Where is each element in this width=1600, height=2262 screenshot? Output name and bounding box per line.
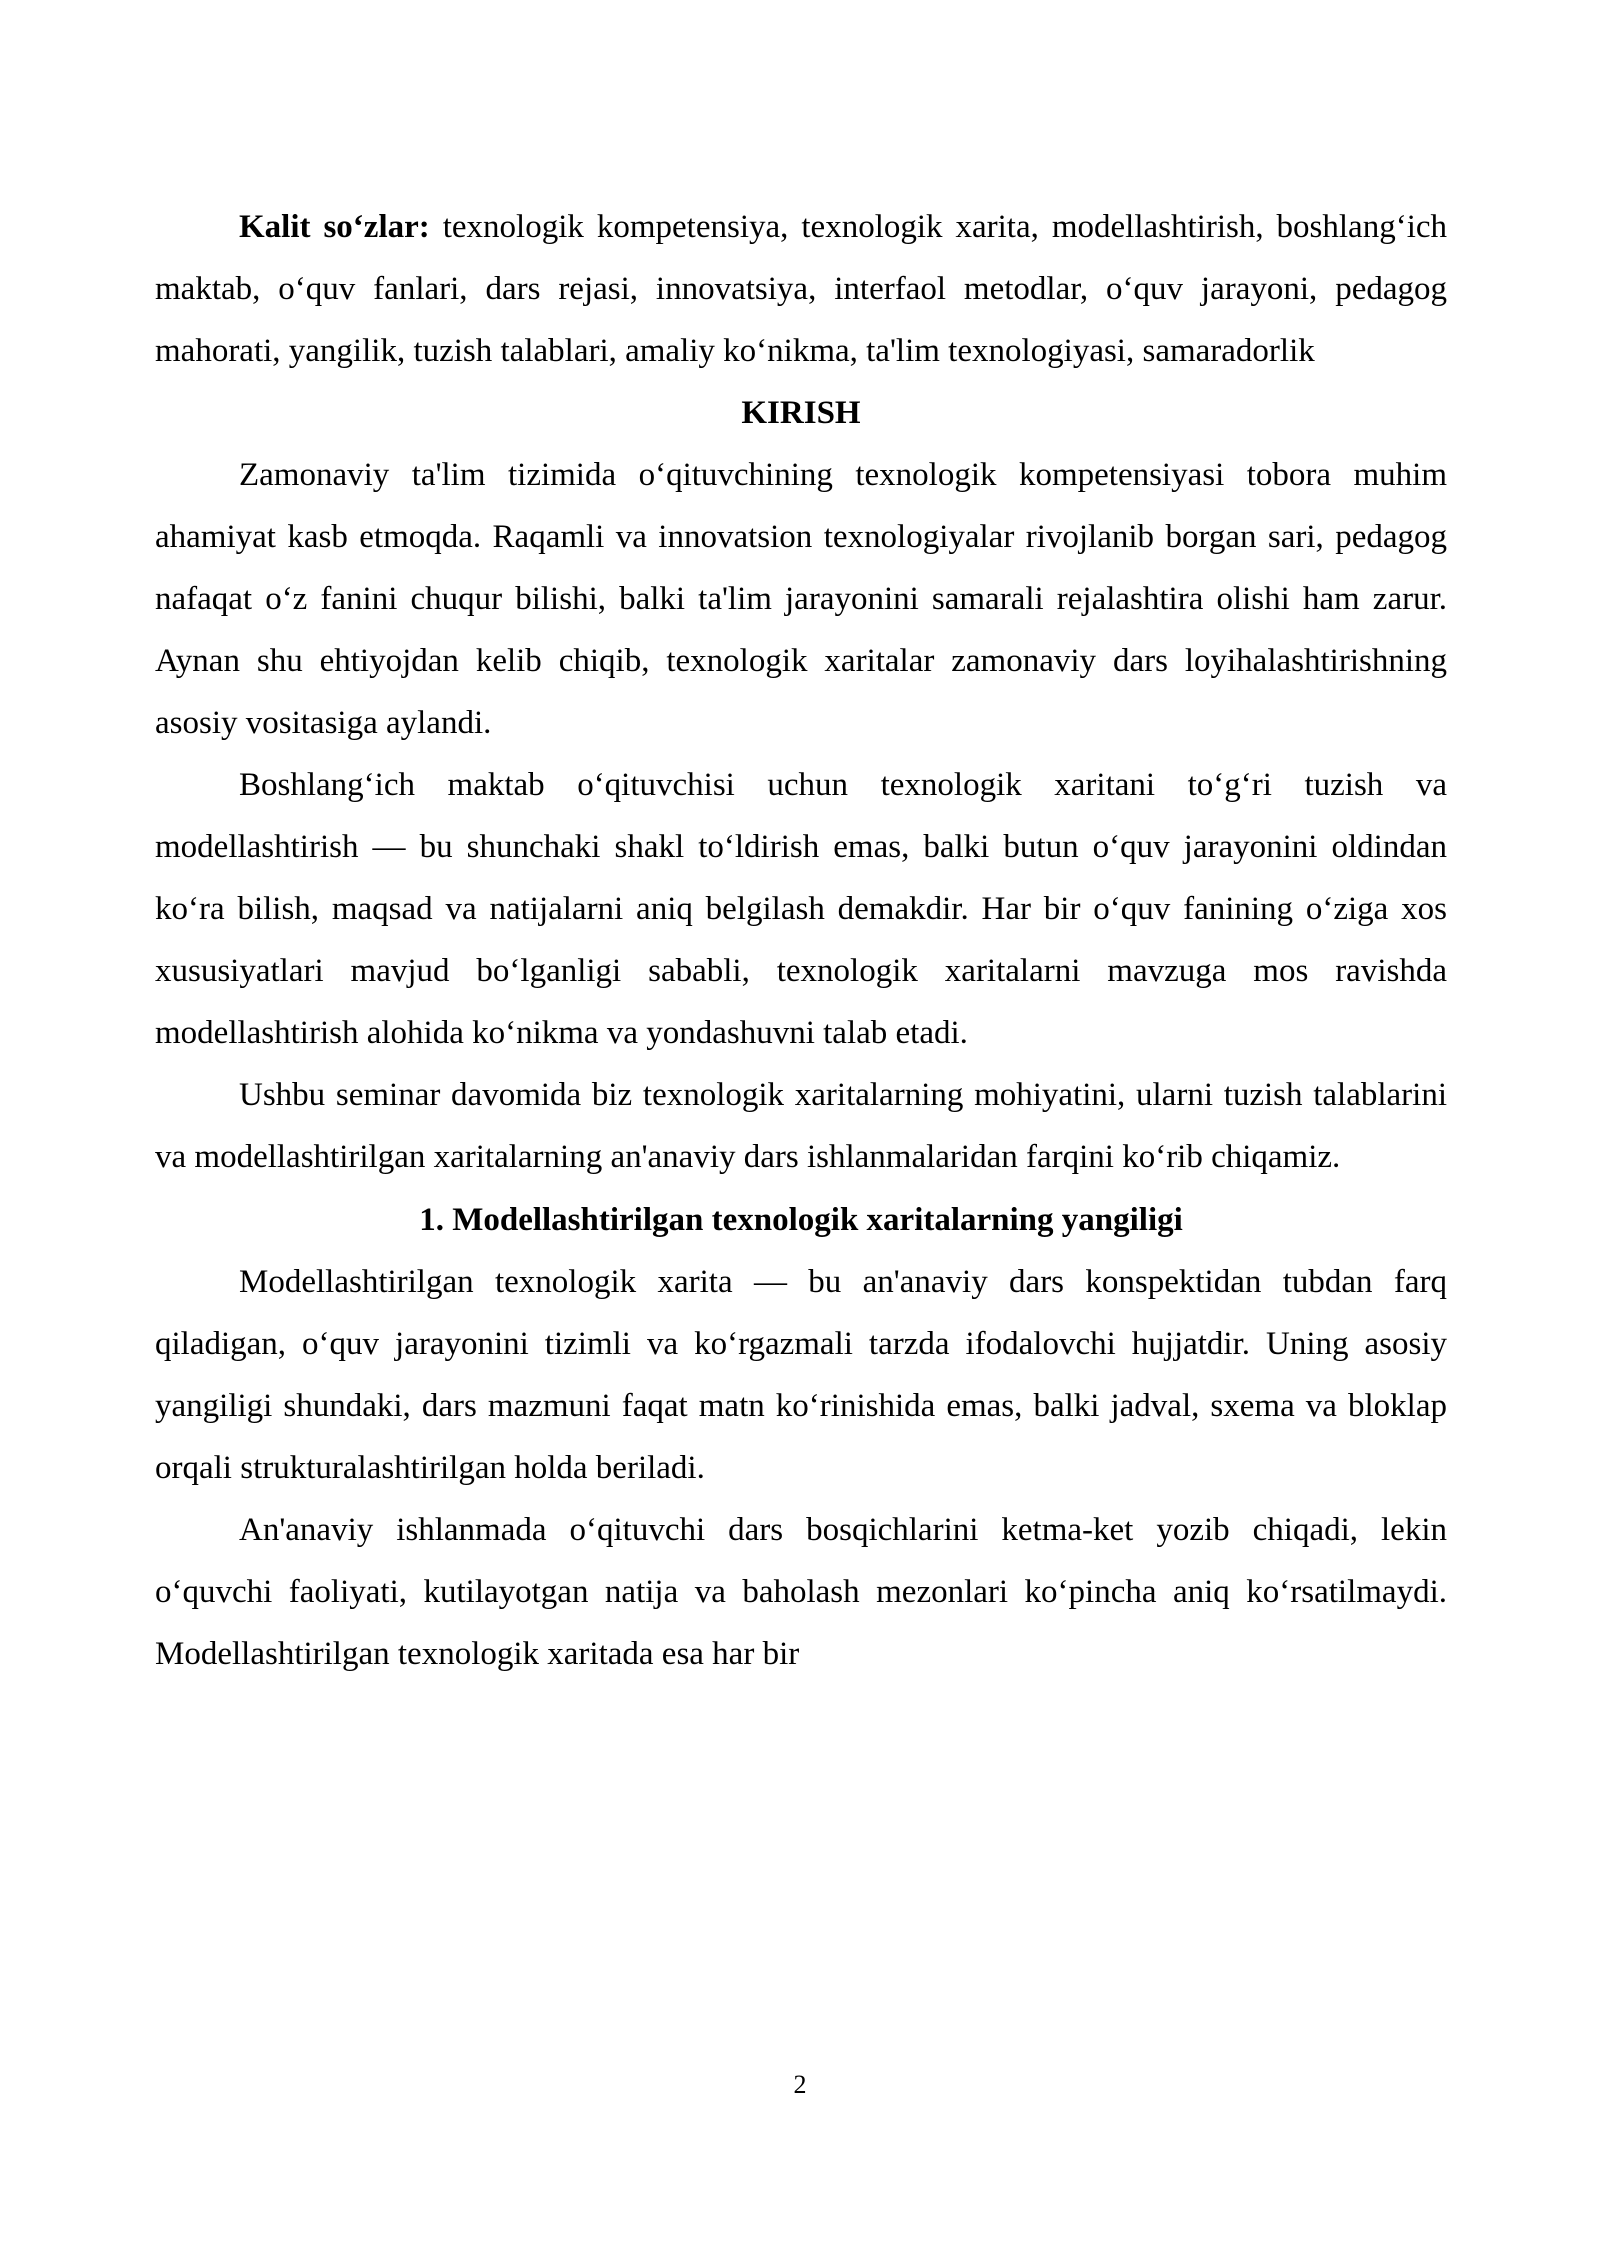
keywords-text: texnologik kompetensiya, texnologik xarita, modellashtirish, boshlang‘ich maktab, o‘quv fanlari, dars rejasi, innovatsiya, interfaol metodlar, o‘quv jarayoni, pedagog mahorati, yangilik, tuzish talablari, amaliy ko‘nikma, ta'lim texnologiyasi, samaradorlik — [155, 209, 1448, 370]
paragraph-section1-1: Modellashtirilgan texnologik xarita — bu an'anaviy dars konspektidan tubdan farq qiladigan, o‘quv jarayonini tizimli va ko‘rgazmali tarzda ifodalovchi hujjatdir. Uning asosiy yangiligi shundaki, dars mazmuni faqat matn ko‘rinishida emas, balki jadval, sxema va bloklap orqali strukturalashtirilgan holda beriladi. — [155, 1263, 1447, 1486]
paragraph-intro-1: Zamonaviy ta'lim tizimida o‘qituvchining texnologik kompetensiyasi tobora muhim ahamiyat kasb etmoqda. Raqamli va innovatsion texnologiyalar rivojlanib borgan sari, pedagog nafaqat o‘z fanini chuqur bilishi, balki ta'lim jarayonini samarali rejalashtira olishi ham zarur. Aynan shu ehtiyojdan kelib chiqib, texnologik xaritalar zamonaviy dars loyihalashtirishning asosiy vositasiga aylandi. — [155, 457, 1447, 742]
paragraph-intro-2: Boshlang‘ich maktab o‘qituvchisi uchun texnologik xaritani to‘g‘ri tuzish va modellashtirish — bu shunchaki shakl to‘ldirish emas, balki butun o‘quv jarayonini oldindan ko‘ra bilish, maqsad va natijalarni aniq belgilash demakdir. Har bir o‘quv fanining o‘ziga xos xususiyatlari mavjud bo‘lganligi sababli, texnologik xaritalarni mavzuga mos ravishda modellashtirish alohida ko‘nikma va yondashuvni talab etadi. — [155, 767, 1447, 1052]
page-number: 2 — [793, 2070, 807, 2099]
keywords-label: Kalit so‘zlar: — [239, 209, 430, 245]
heading-section-1: 1. Modellashtirilgan texnologik xaritalarning yangiligi — [419, 1201, 1183, 1238]
heading-kirish: KIRISH — [741, 395, 861, 432]
paragraph-section1-2: An'anaviy ishlanmada o‘qituvchi dars bosqichlarini ketma-ket yozib chiqadi, lekin o‘quvchi faoliyati, kutilayotgan natija va baholash mezonlari ko‘pincha aniq ko‘rsatilmaydi. Modellashtirilgan texnologik xaritada esa har bir — [155, 1511, 1447, 1672]
document-body — [155, 196, 1447, 1685]
keywords-paragraph — [155, 196, 1447, 382]
paragraph-intro-3: Ushbu seminar davomida biz texnologik xaritalarning mohiyatini, ularni tuzish talablarini va modellashtirilgan xaritalarning an'anaviy dars ishlanmalaridan farqini ko‘rib chiqamiz. — [155, 1077, 1447, 1176]
